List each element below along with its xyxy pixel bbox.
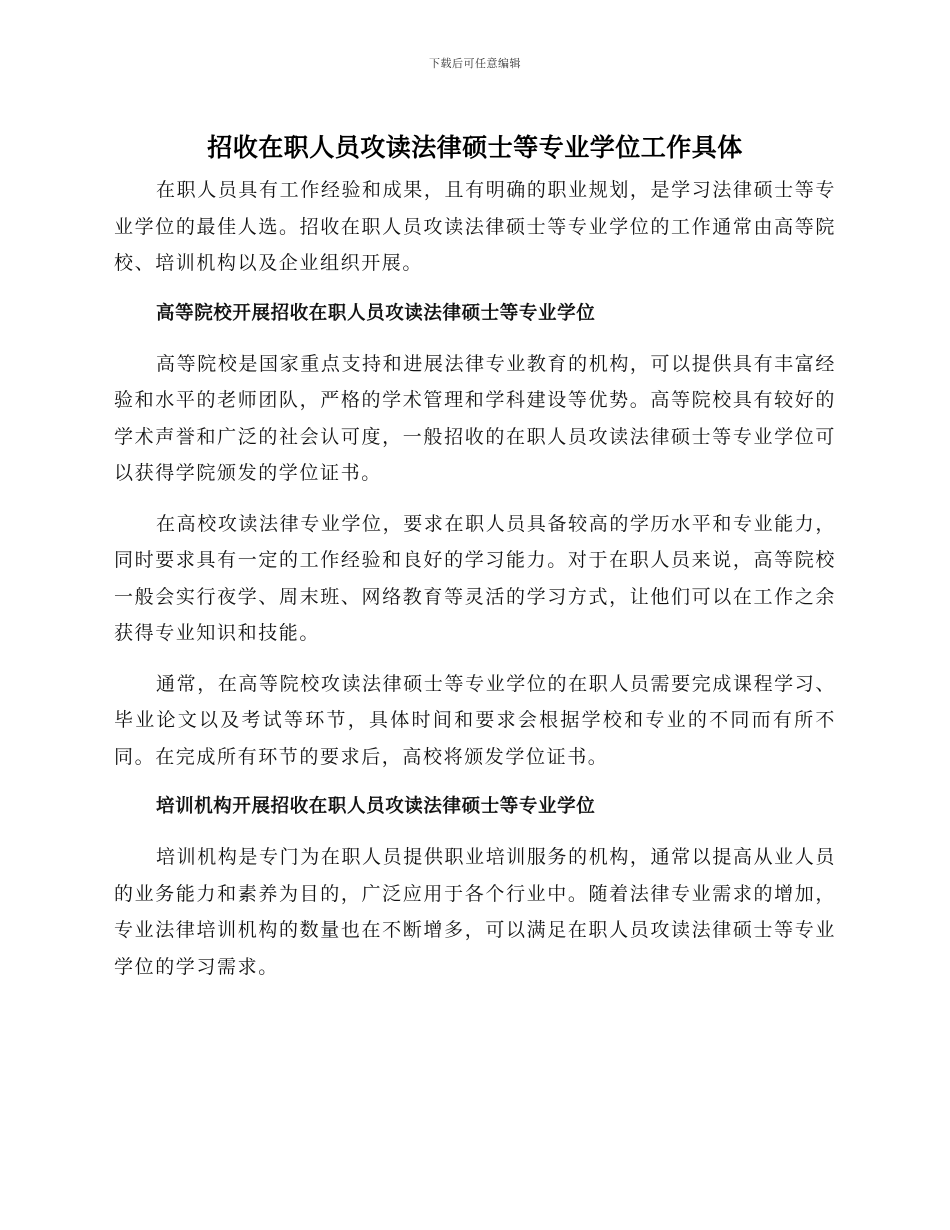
paragraph: 在高校攻读法律专业学位，要求在职人员具备较高的学历水平和专业能力，同时要求具有一定的工作经验和良好的学习能力。对于在职人员来说，高等院校一般会实行夜学、周末班、网络教育等灵活的学习方式，让他们可以在工作之余获得专业知识和技能。 [114, 512, 836, 644]
section-heading-training-institutions: 培训机构开展招收在职人员攻读法律硕士等专业学位 [156, 796, 596, 817]
document-title: 招收在职人员攻读法律硕士等专业学位工作具体 [207, 133, 743, 162]
paragraph: 培训机构是专门为在职人员提供职业培训服务的机构，通常以提高从业人员的业务能力和素养为目的，广泛应用于各个行业中。随着法律专业需求的增加，专业法律培训机构的数量也在不断增多，可以满足在职人员攻读法律硕士等专业学位的学习需求。 [114, 846, 836, 978]
document-body [114, 172, 836, 999]
header-note: 下载后可任意编辑 [429, 57, 521, 70]
paragraph: 通常，在高等院校攻读法律硕士等专业学位的在职人员需要完成课程学习、毕业论文以及考试等环节，具体时间和要求会根据学校和专业的不同而有所不同。在完成所有环节的要求后，高校将颁发学位证书。 [114, 672, 836, 768]
paragraph: 高等院校是国家重点支持和进展法律专业教育的机构，可以提供具有丰富经验和水平的老师团队，严格的学术管理和学科建设等优势。高等院校具有较好的学术声誉和广泛的社会认可度，一般招收的在职人员攻读法律硕士等专业学位可以获得学院颁发的学位证书。 [114, 352, 836, 484]
intro-paragraph: 在职人员具有工作经验和成果，且有明确的职业规划，是学习法律硕士等专业学位的最佳人选。招收在职人员攻读法律硕士等专业学位的工作通常由高等院校、培训机构以及企业组织开展。 [114, 179, 836, 274]
section-heading-universities: 高等院校开展招收在职人员攻读法律硕士等专业学位 [156, 302, 596, 324]
